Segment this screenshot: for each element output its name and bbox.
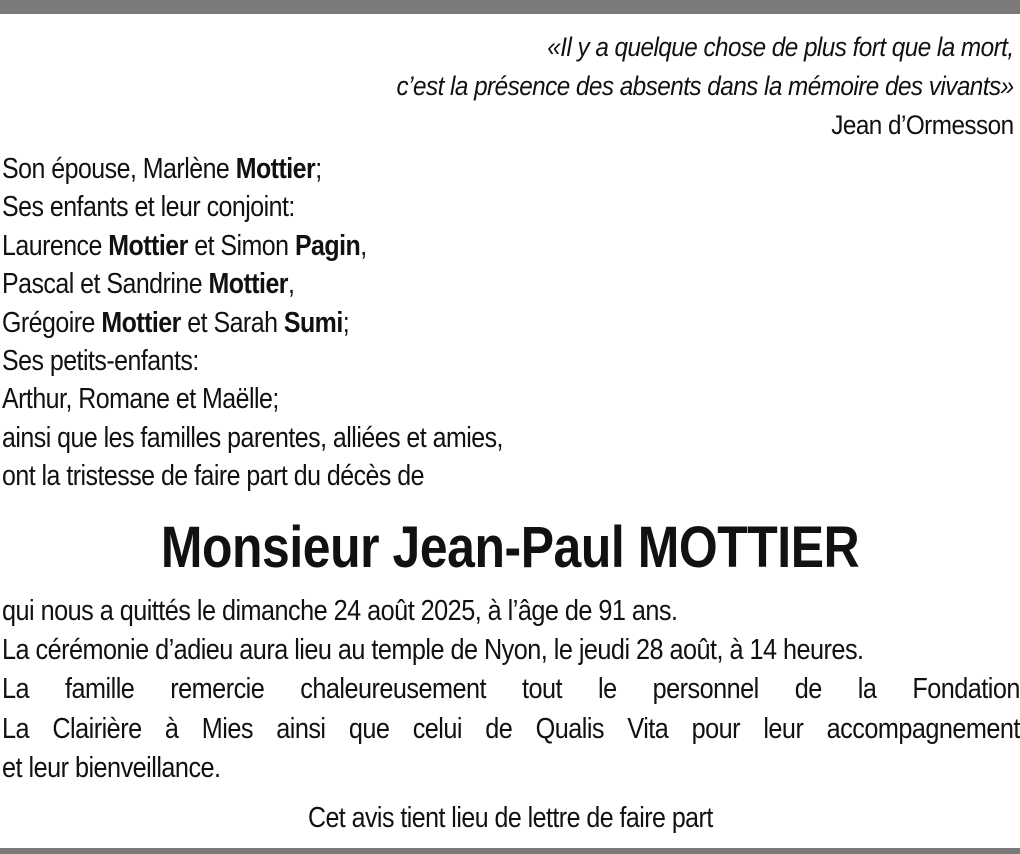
death-line: qui nous a quittés le dimanche 24 août 2025, à l’âge de 91 ans. [2, 595, 678, 627]
quote-author: Jean d’Ormesson [831, 110, 1014, 140]
deceased-name-heading [0, 512, 1020, 584]
surname: Pagin [294, 229, 361, 262]
spouse-surname: Mottier [235, 153, 316, 185]
spouse-name: Son épouse, Marlène [2, 153, 236, 185]
spouse-line [2, 150, 503, 188]
details-block [2, 592, 1020, 788]
given-name: Grégoire [2, 306, 102, 339]
given-name: Pascal et Sandrine [2, 268, 209, 301]
given-name: et Simon [187, 229, 295, 262]
epigraph-quote [397, 28, 1014, 145]
top-rule [0, 0, 1020, 14]
family-list [2, 150, 503, 496]
thanks-line-2: La Clairière à Mies ainsi que celui de Qualis Vita pour leur accompagnement [2, 712, 1020, 745]
footer-note [0, 799, 1020, 837]
quote-line-1: «Il y a quelque chose de plus fort que la mort, [547, 32, 1014, 62]
children-intro: Ses enfants et leur conjoint: [2, 191, 295, 224]
punctuation: , [288, 268, 295, 301]
grandchildren-names: Arthur, Romane et Maëlle; [2, 383, 279, 416]
given-name: et Sarah [180, 306, 284, 339]
surname: Mottier [208, 268, 289, 301]
thanks-line-3: et leur bienveillance. [2, 751, 221, 784]
punctuation: ; [342, 306, 350, 339]
grandchildren-intro: Ses petits-enfants: [2, 345, 199, 378]
child-line-2 [2, 265, 503, 303]
extended-family-line: ainsi que les familles parentes, alliées et amies, [2, 421, 503, 454]
bottom-rule [0, 848, 1020, 854]
surname: Sumi [283, 306, 343, 339]
announcement-line: ont la tristesse de faire part du décès de [2, 460, 424, 493]
surname: Mottier [101, 306, 181, 339]
surname: Mottier [108, 229, 188, 262]
given-name: Laurence [2, 229, 109, 262]
thanks-line-1: La famille remercie chaleureusement tout le personnel de la Fondation [2, 673, 1020, 706]
deceased-name: Monsieur Jean-Paul MOTTIER [160, 515, 860, 580]
child-line-3 [2, 304, 503, 342]
ceremony-line: La cérémonie d’adieu aura lieu au temple de Nyon, le jeudi 28 août, à 14 heures. [2, 634, 864, 667]
punctuation: ; [315, 153, 322, 185]
child-line-1 [2, 227, 503, 265]
quote-line-2: c’est la présence des absents dans la mémoire des vivants» [396, 71, 1014, 101]
punctuation: , [360, 229, 367, 262]
footer-text: Cet avis tient lieu de lettre de faire part [307, 802, 713, 834]
